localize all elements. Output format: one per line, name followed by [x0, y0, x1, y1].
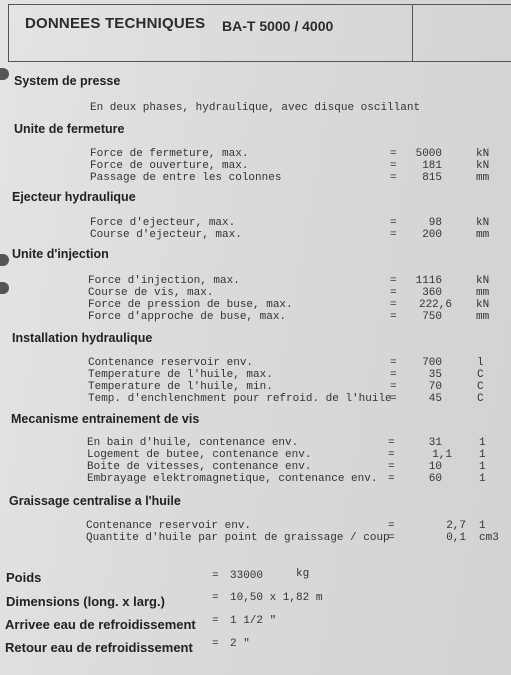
- spec-value: 750: [422, 311, 442, 323]
- spec-value: 60: [428, 473, 442, 485]
- spec-equals: =: [388, 473, 395, 485]
- spec-value: 222,6: [418, 299, 452, 311]
- bottom-value: 10,50 x 1,82 m: [230, 592, 323, 604]
- binder-hole: [0, 254, 9, 266]
- binder-hole: [0, 68, 9, 80]
- document-title: DONNEES TECHNIQUES: [25, 15, 206, 32]
- binder-hole: [0, 282, 9, 294]
- spec-label: Quantite d'huile par point de graissage / coup: [86, 532, 390, 544]
- spec-unit: l: [477, 357, 484, 369]
- spec-equals: =: [388, 520, 395, 532]
- spec-label: Force de ouverture, max.: [90, 160, 249, 172]
- spec-unit: 1: [479, 449, 486, 461]
- spec-unit: kN: [476, 160, 490, 172]
- spec-unit: kN: [476, 148, 490, 160]
- spec-label: Force de fermeture, max.: [90, 148, 249, 160]
- bottom-value: 33000: [230, 570, 264, 582]
- spec-equals: =: [390, 369, 397, 381]
- spec-unit: C: [477, 369, 484, 381]
- spec-unit: mm: [476, 229, 490, 241]
- section-title: Installation hydraulique: [12, 331, 153, 345]
- spec-unit: 1: [479, 461, 486, 473]
- spec-unit: cm3: [479, 532, 499, 544]
- bottom-value: 2 ": [230, 638, 250, 650]
- bottom-label: Dimensions (long. x larg.): [6, 594, 165, 609]
- spec-value: 0,1: [446, 532, 466, 544]
- header-divider: [412, 4, 413, 62]
- spec-unit: mm: [476, 287, 490, 299]
- spec-value: 360: [422, 287, 442, 299]
- spec-value: 10: [428, 461, 442, 473]
- bottom-unit: kg: [296, 568, 310, 580]
- spec-label: Temperature de l'huile, min.: [88, 381, 273, 393]
- spec-label: Temperature de l'huile, max.: [88, 369, 273, 381]
- spec-label: Force d'ejecteur, max.: [90, 217, 236, 229]
- bottom-label: Poids: [6, 570, 42, 585]
- spec-equals: =: [390, 311, 397, 323]
- spec-equals: =: [390, 381, 397, 393]
- bottom-equals: =: [212, 615, 219, 627]
- spec-equals: =: [390, 160, 397, 172]
- spec-equals: =: [388, 449, 395, 461]
- spec-value: 700: [422, 357, 442, 369]
- spec-equals: =: [390, 299, 397, 311]
- section-description: En deux phases, hydraulique, avec disque oscillant: [90, 102, 421, 114]
- spec-label: Passage de entre les colonnes: [90, 172, 282, 184]
- spec-label: Boite de vitesses, contenance env.: [87, 461, 312, 473]
- spec-equals: =: [390, 393, 397, 405]
- spec-label: Force d'injection, max.: [88, 275, 240, 287]
- spec-label: Course de vis, max.: [88, 287, 214, 299]
- section-title: Graissage centralise a l'huile: [9, 494, 181, 508]
- spec-unit: kN: [476, 299, 490, 311]
- spec-equals: =: [390, 217, 397, 229]
- bottom-equals: =: [212, 592, 219, 604]
- spec-label: Logement de butee, contenance env.: [87, 449, 312, 461]
- spec-equals: =: [388, 532, 395, 544]
- spec-value: 31: [428, 437, 442, 449]
- spec-unit: C: [477, 381, 484, 393]
- spec-value: 5000: [415, 148, 442, 160]
- spec-label: Force d'approche de buse, max.: [88, 311, 287, 323]
- spec-label: Course d'ejecteur, max.: [90, 229, 242, 241]
- section-title: Mecanisme entrainement de vis: [11, 412, 200, 426]
- spec-equals: =: [390, 172, 397, 184]
- spec-label: Force de pression de buse, max.: [88, 299, 293, 311]
- spec-label: Contenance reservoir env.: [86, 520, 252, 532]
- spec-value: 70: [428, 381, 442, 393]
- section-title: System de presse: [14, 74, 121, 88]
- spec-equals: =: [390, 275, 397, 287]
- spec-unit: 1: [479, 437, 486, 449]
- spec-equals: =: [390, 229, 397, 241]
- bottom-label: Retour eau de refroidissement: [5, 640, 193, 655]
- bottom-label: Arrivee eau de refroidissement: [5, 617, 196, 632]
- section-title: Unite d'injection: [12, 247, 109, 261]
- spec-equals: =: [390, 287, 397, 299]
- spec-unit: kN: [476, 275, 490, 287]
- spec-value: 98: [428, 217, 442, 229]
- spec-label: Temp. d'enchlenchment pour refroid. de l'huile: [88, 393, 392, 405]
- spec-value: 815: [422, 172, 442, 184]
- spec-unit: C: [477, 393, 484, 405]
- section-title: Unite de fermeture: [14, 122, 125, 136]
- bottom-value: 1 1/2 ": [230, 615, 277, 627]
- spec-equals: =: [390, 148, 397, 160]
- spec-value: 1,1: [432, 449, 452, 461]
- spec-label: Embrayage elektromagnetique, contenance env.: [87, 473, 378, 485]
- spec-unit: kN: [476, 217, 490, 229]
- spec-unit: 1: [479, 473, 486, 485]
- spec-label: En bain d'huile, contenance env.: [87, 437, 299, 449]
- spec-value: 1116: [415, 275, 442, 287]
- spec-value: 35: [428, 369, 442, 381]
- spec-equals: =: [390, 357, 397, 369]
- spec-value: 200: [422, 229, 442, 241]
- spec-value: 45: [428, 393, 442, 405]
- spec-equals: =: [388, 461, 395, 473]
- section-title: Ejecteur hydraulique: [12, 190, 136, 204]
- bottom-equals: =: [212, 638, 219, 650]
- spec-equals: =: [388, 437, 395, 449]
- spec-unit: mm: [476, 172, 490, 184]
- spec-unit: 1: [479, 520, 486, 532]
- spec-value: 181: [422, 160, 442, 172]
- spec-unit: mm: [476, 311, 490, 323]
- spec-value: 2,7: [446, 520, 466, 532]
- spec-label: Contenance reservoir env.: [88, 357, 254, 369]
- model-number: BA-T 5000 / 4000: [222, 18, 334, 34]
- bottom-equals: =: [212, 570, 219, 582]
